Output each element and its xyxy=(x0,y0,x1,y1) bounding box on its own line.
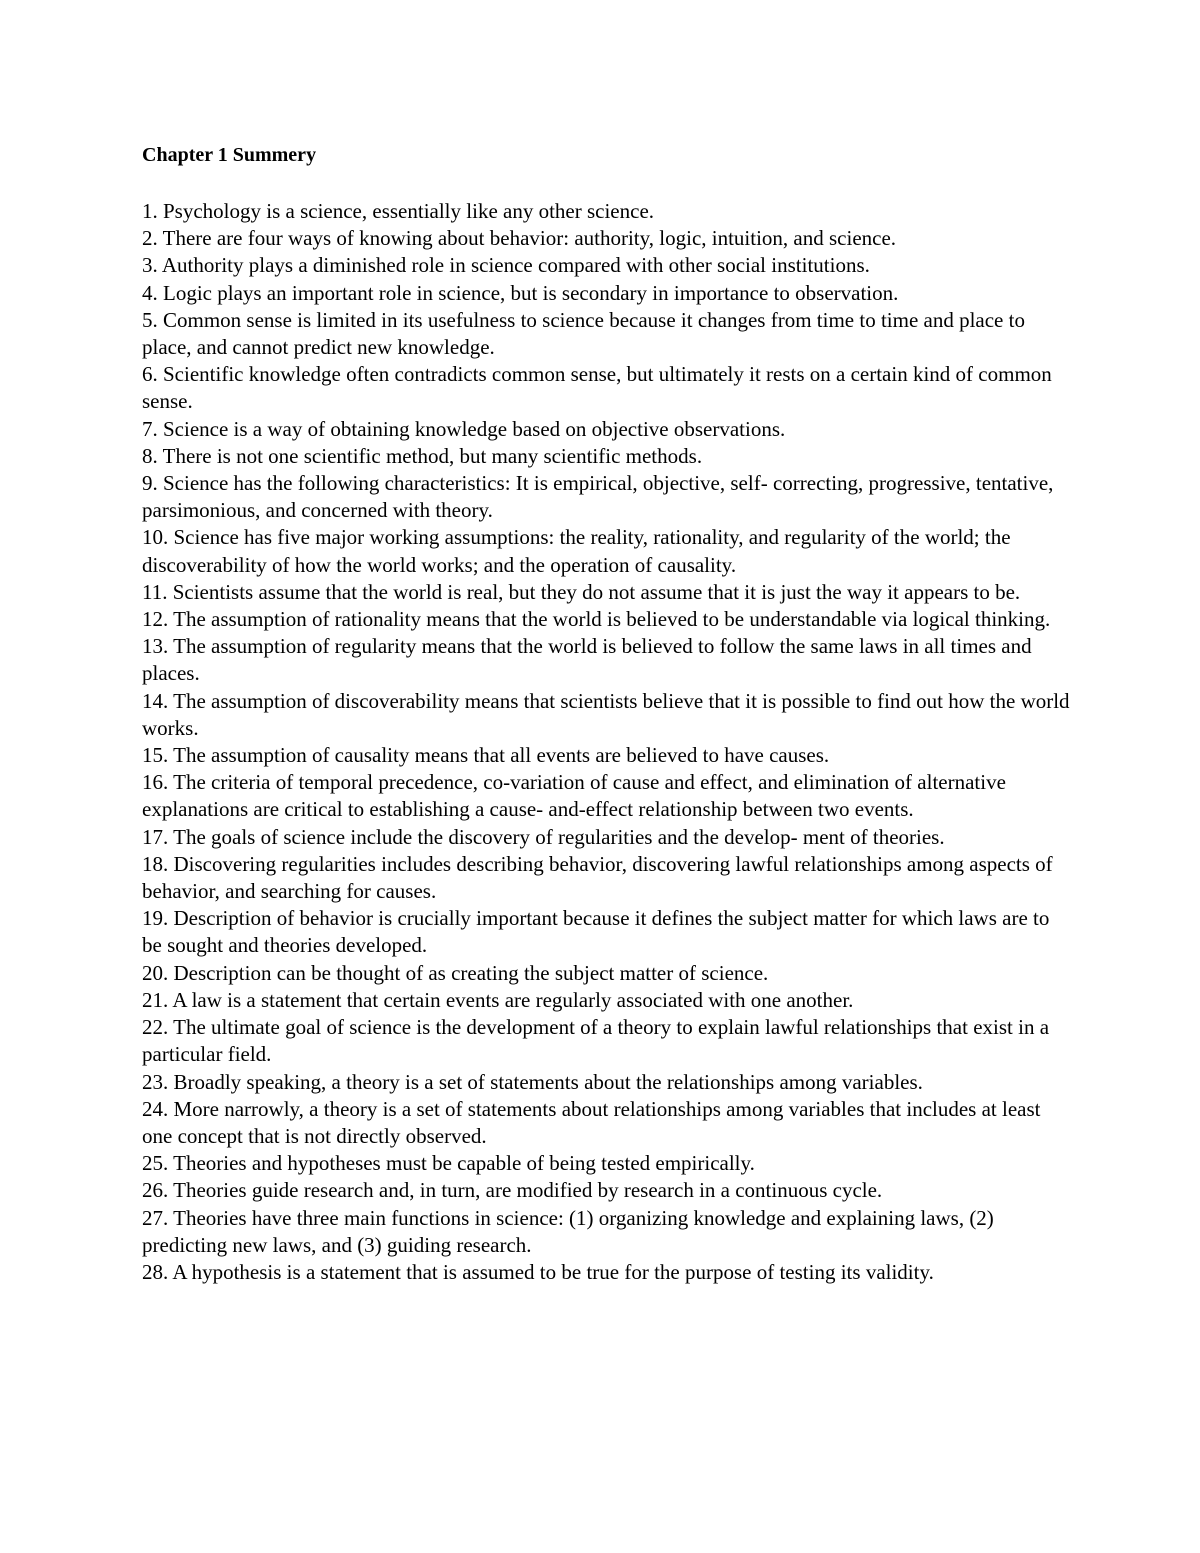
page-title: Chapter 1 Summery xyxy=(142,144,317,166)
summary-item: 22. The ultimate goal of science is the development of a theory to explain lawful relationships that exist in a particular field. xyxy=(142,1015,1050,1067)
summary-item: 27. Theories have three main functions in science: (1) organizing knowledge and explaining laws, (2) predicting new laws, and (3) guiding research. xyxy=(142,1205,994,1257)
summary-item: 1. Psychology is a science, essentially like any other science. xyxy=(142,199,655,223)
summary-item: 20. Description can be thought of as creating the subject matter of science. xyxy=(142,960,769,985)
summary-item: 28. A hypothesis is a statement that is assumed to be true for the purpose of testing its validity. xyxy=(142,1259,934,1284)
summary-item: 14. The assumption of discoverability means that scientists believe that it is possible to find out how the world works. xyxy=(142,688,1070,740)
summary-item: 25. Theories and hypotheses must be capable of being tested empirically. xyxy=(142,1151,755,1176)
summary-item: 16. The criteria of temporal precedence, co-variation of cause and effect, and elimination of alternative explanations are critical to establishing a cause- and-effect relationship between two events. xyxy=(142,770,1006,822)
summary-item: 26. Theories guide research and, in turn, are modified by research in a continuous cycle. xyxy=(142,1178,883,1203)
summary-item: 2. There are four ways of knowing about behavior: authority, logic, intuition, and science. xyxy=(142,226,897,251)
summary-item: 24. More narrowly, a theory is a set of statements about relationships among variables that includes at least one concept that is not directly observed. xyxy=(142,1096,1041,1148)
summary-item: 4. Logic plays an important role in science, but is secondary in importance to observation. xyxy=(142,280,899,305)
summary-item: 21. A law is a statement that certain events are regularly associated with one another. xyxy=(142,987,854,1012)
summary-item: 12. The assumption of rationality means that the world is believed to be understandable via logical thinking. xyxy=(142,607,1051,632)
summary-item: 15. The assumption of causality means that all events are believed to have causes. xyxy=(142,743,830,768)
summary-item: 18. Discovering regularities includes describing behavior, discovering lawful relationships among aspects of behavior, and searching for causes. xyxy=(142,851,1053,904)
summary-item: 23. Broadly speaking, a theory is a set of statements about the relationships among variables. xyxy=(142,1069,923,1094)
summary-item: 3. Authority plays a diminished role in science compared with other social institutions. xyxy=(142,253,870,278)
summary-item: 5. Common sense is limited in its usefulness to science because it changes from time to time and place to place, and cannot predict new knowledge. xyxy=(142,307,1025,360)
summary-item: 6. Scientific knowledge often contradicts common sense, but ultimately it rests on a certain kind of common sense. xyxy=(142,362,1052,414)
summary-item: 8. There is not one scientific method, but many scientific methods. xyxy=(142,443,703,468)
summary-item: 10. Science has five major working assumptions: the reality, rationality, and regularity of the world; the discoverability of how the world works; and the operation of causality. xyxy=(142,525,1011,577)
summary-item: 19. Description of behavior is crucially important because it defines the subject matter for which laws are to be sought and theories developed. xyxy=(142,906,1050,958)
summary-item: 9. Science has the following characteristics: It is empirical, objective, self- correcting, progressive, tentative, parsimonious, and concerned with theory. xyxy=(142,471,1054,523)
summary-item: 13. The assumption of regularity means that the world is believed to follow the same laws in all times and places. xyxy=(142,634,1032,686)
summary-item: 11. Scientists assume that the world is real, but they do not assume that it is just the way it appears to be. xyxy=(142,579,1021,604)
summary-item: 17. The goals of science include the discovery of regularities and the develop- ment of theories. xyxy=(142,824,945,849)
summary-list xyxy=(142,198,1072,1286)
summary-item: 7. Science is a way of obtaining knowledge based on objective observations. xyxy=(142,416,786,441)
